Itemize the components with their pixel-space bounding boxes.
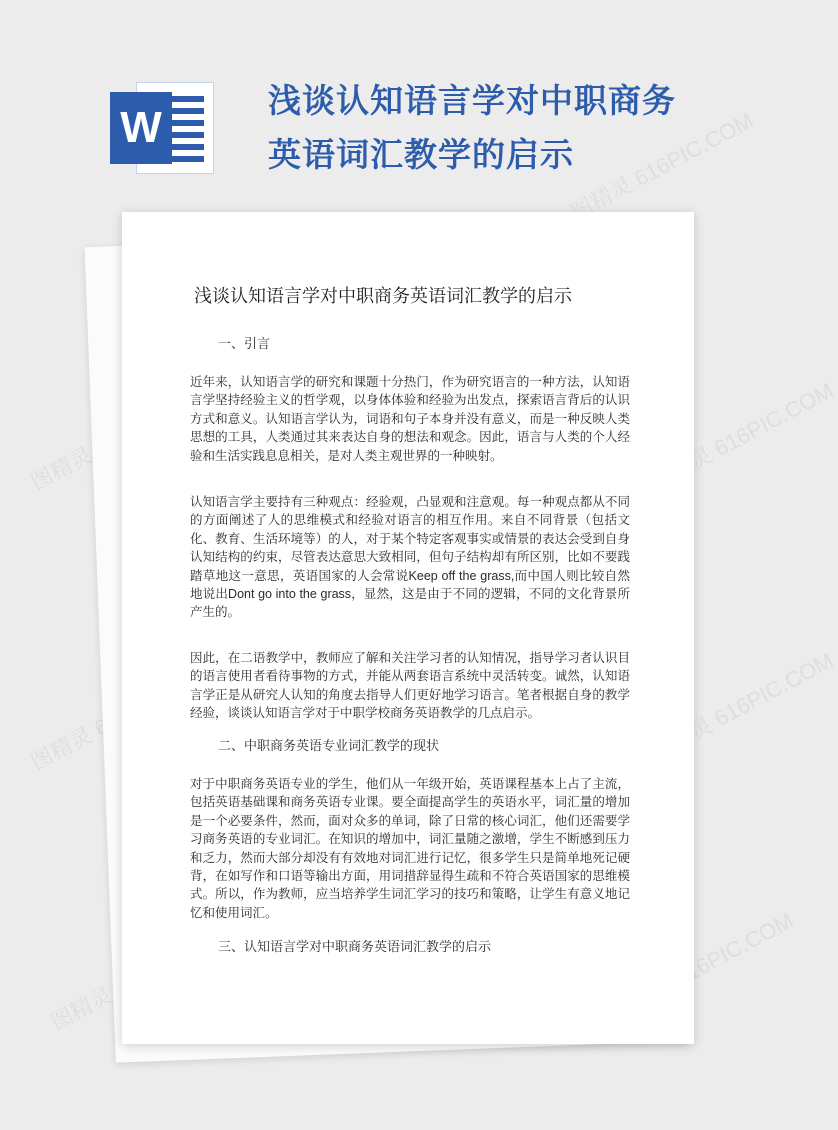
watermark: 图精灵 616PIC.COM (646, 647, 838, 766)
paragraph-text: 而中国人则比较自然地说出 (190, 567, 630, 602)
watermark: 图精灵 (26, 721, 97, 776)
english-example-2: Dont go into the grass (228, 587, 352, 602)
watermark: 图精灵 616PIC.COM (646, 377, 838, 496)
section-heading-implications: 三、认知语言学对中职商务英语词汇教学的启示 (218, 940, 492, 955)
word-document-icon (110, 82, 214, 174)
paragraph-text: ，显然，这是由于不同的逻辑，不同的文化背景所产生的。 (190, 586, 630, 620)
watermark: 图精灵 616PIC.COM (606, 907, 798, 1026)
word-icon-letter: W (110, 92, 172, 164)
section-heading-intro: 一、引言 (218, 337, 271, 352)
watermark: 图精灵 616PIC.COM (566, 107, 758, 226)
document-title: 浅谈认知语言学对中职商务英语词汇教学的启示 (268, 81, 676, 174)
paragraph-intro: 近年来，认知语言学的研究和课题十分热门，作为研究语言的一种方法，认知语言学坚持经验主义的哲学观，以身体体验和经验为出发点，探索语言背后的认识方式和意义。认知语言学认为，词语和句子本身并没有意义，而是一种反映人类思想的工具，人类通过其来表达自身的想法和观念。因此，语言与人类的个人经验和生活实践息息相关，是对人类主观世界的一种映射。 (190, 374, 630, 463)
paragraph-teaching: 因此，在二语教学中，教师应了解和关注学习者的认知情况，指导学习者认识目的语言使用者看待事物的方式，并能从两套语言系统中灵活转变。诚然，认知语言学正是从研究人认知的角度去指导人们更好地学习语言。笔者根据自身的教学经验，谈谈认知语言学对于中职学校商务英语教学的几点启示。 (190, 650, 630, 721)
english-example-1: Keep off the grass, (408, 568, 515, 583)
word-icon-lines (168, 96, 204, 168)
paragraph-status: 对于中职商务英语专业的学生，他们从一年级开始，英语课程基本上占了主流，包括英语基础课和商务英语专业课。要全面提高学生的英语水平，词汇量的增加是一个必要条件，然而，面对众多的单词，除了日常的核心词汇，他们还需要学习商务英语的专业词汇。在知识的增加中，词汇量随之激增，学生不断感到压力和乏力，然而大部分却没有有效地对词汇进行记忆，很多学生只是简单地死记硬背，在如写作和口语等输出方面，用词措辞显得生疏和不符合英语国家的思维模式。所以，作为教师，应当培养学生词汇学习的技巧和策略，让学生有意义地记忆和使用词汇。 (190, 776, 630, 920)
watermark: 图精灵 (26, 441, 97, 496)
paragraph-viewpoints (190, 493, 630, 622)
page-heading: 浅谈认知语言学对中职商务英语词汇教学的启示 (194, 286, 572, 307)
paragraph-text: 认知语言学主要持有三种观点：经验观，凸显观和注意观。每一种观点都从不同的方面阐述了人的思维模式和经验对语言的相互作用。来自不同背景（包括文化、教育、生活环境等）的人，对于某个特定客观事实或情景的表达会受到自身认知结构的约束，尽管表达意思大致相同，但句子结构却有所区别，比如不要践踏草地这一意思，英语国家的人会常说 (190, 494, 630, 583)
watermark: 图精灵 (46, 981, 117, 1036)
section-heading-status: 二、中职商务英语专业词汇教学的现状 (218, 739, 440, 754)
